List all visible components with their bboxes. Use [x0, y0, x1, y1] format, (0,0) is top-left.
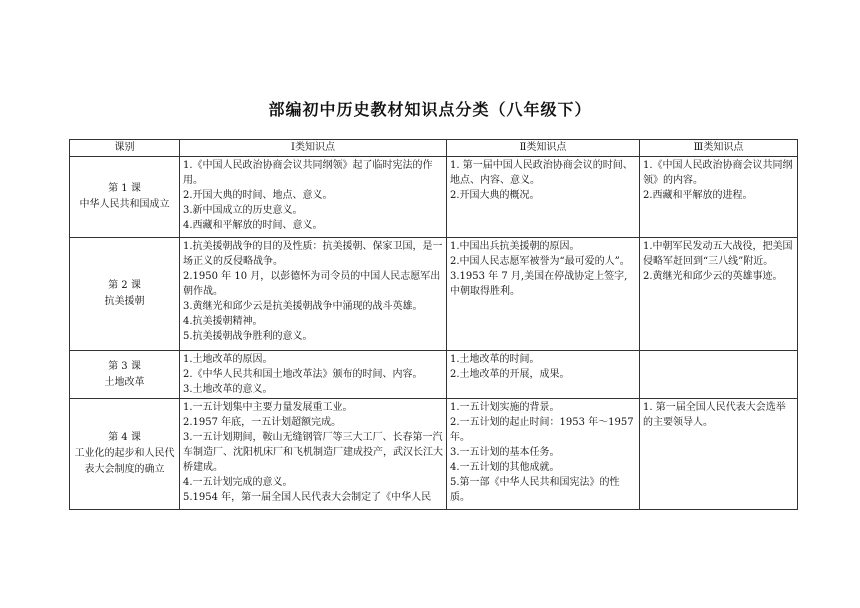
list-item: 5.抗美援朝战争胜利的意义。: [183, 331, 313, 342]
lesson-title: 土地改革: [104, 376, 145, 388]
class-3-cell: [640, 399, 798, 510]
list-item: 2.土地改革的开展，成果。: [450, 369, 570, 380]
class-1-cell: [180, 351, 447, 399]
list-item: 2.《中华人民共和国土地改革法》颁布的时间、内容。: [183, 369, 423, 380]
list-item: 2.1957 年底，一五计划超额完成。: [183, 417, 342, 428]
lesson-number: 第 3 课: [108, 360, 141, 372]
list-item: 3.1953 年 7 月,美国在停战协定上签字,中朝取得胜利。: [450, 271, 628, 297]
table-row: [70, 238, 798, 351]
lesson-number: 第 4 课: [108, 432, 141, 443]
list-item: 3.一五计划期间，鞍山无缝钢管厂等三大工厂、长春第一汽车制造厂、沈阳机床厂和飞机制造厂建成投产，武汉长江大桥建成。: [183, 432, 443, 473]
list-item: 3.新中国成立的历史意义。: [183, 205, 303, 216]
list-item: 5.1954 年，第一届全国人民代表大会制定了《中华人民: [183, 492, 432, 503]
header-class-3: Ⅲ类知识点: [640, 140, 798, 157]
list-item: 1.中朝军民发动五大战役，把美国侵略军赶回到“三八线”附近。: [643, 241, 793, 267]
class-1-cell: [180, 399, 447, 510]
knowledge-table: [69, 139, 798, 510]
list-item: 2.一五计划的起止时间：1953 年～1957 年。: [450, 417, 634, 443]
list-item: 2.西藏和平解放的进程。: [643, 190, 753, 201]
list-item: 1.土地改革的时间。: [450, 354, 540, 365]
table-row: [70, 399, 798, 510]
lesson-title: 中华人民共和国成立: [79, 199, 170, 210]
class-1-cell: [180, 238, 447, 351]
lesson-cell: [70, 399, 180, 510]
class-2-cell: [447, 399, 640, 510]
list-item: 5.第一部《中华人民共和国宪法》的性质。: [450, 477, 620, 503]
list-item: 2.1950 年 10 月，以彭德怀为司令员的中国人民志愿军出朝作战。: [183, 271, 441, 297]
list-item: 3.土地改革的意义。: [183, 384, 273, 395]
header-class-2: Ⅱ类知识点: [447, 140, 640, 157]
lesson-cell: [70, 238, 180, 351]
list-item: 1.《中国人民政治协商会议共同纲领》的内容。: [643, 160, 793, 186]
list-item: 1.《中国人民政治协商会议共同纲领》起了临时宪法的作用。: [183, 160, 433, 186]
list-item: 1.土地改革的原因。: [183, 354, 273, 365]
page-title: 部编初中历史教材知识点分类（八年级下）: [268, 100, 592, 119]
list-item: 1.抗美援朝战争的目的及性质：抗美援朝、保家卫国，是一场正义的反侵略战争。: [183, 241, 443, 267]
list-item: 1. 第一届全国人民代表大会选举的主要领导人。: [643, 402, 786, 428]
header-class-1: Ⅰ类知识点: [180, 140, 447, 157]
list-item: 4.抗美援朝精神。: [183, 316, 263, 327]
list-item: 3.黄继光和邱少云是抗美援朝战争中涌现的战斗英雄。: [183, 301, 423, 312]
class-2-cell: [447, 351, 640, 399]
table-header-row: [70, 140, 798, 157]
lesson-cell: [70, 351, 180, 399]
list-item: 2.开国大典的概况。: [450, 190, 540, 201]
class-3-cell: [640, 157, 798, 238]
lesson-title: 工业化的起步和人民代表大会制度的确立: [74, 448, 175, 475]
table-row: [70, 351, 798, 399]
list-item: 2.开国大典的时间、地点、意义。: [183, 190, 333, 201]
class-2-cell: [447, 238, 640, 351]
list-item: 4.西藏和平解放的时间、意义。: [183, 220, 323, 231]
list-item: 1.中国出兵抗美援朝的原因。: [450, 241, 580, 252]
list-item: 1. 第一届中国人民政治协商会议的时间、地点、内容、意义。: [450, 160, 633, 186]
class-3-cell: [640, 238, 798, 351]
header-lesson: 课别: [70, 140, 180, 157]
list-item: 2.黄继光和邱少云的英雄事迹。: [643, 271, 783, 282]
list-item: 2.中国人民志愿军被誉为“最可爱的人”。: [450, 256, 630, 267]
class-1-cell: [180, 157, 447, 238]
list-item: 1.一五计划集中主要力量发展重工业。: [183, 402, 353, 413]
lesson-cell: [70, 157, 180, 238]
lesson-number: 第 2 课: [108, 280, 141, 291]
list-item: 4.一五计划完成的意义。: [183, 477, 293, 488]
list-item: 4.一五计划的其他成就。: [450, 462, 560, 473]
table-row: [70, 157, 798, 238]
class-2-cell: [447, 157, 640, 238]
list-item: 1.一五计划实施的背景。: [450, 402, 560, 413]
lesson-number: 第 1 课: [108, 183, 141, 194]
class-3-cell: [640, 351, 798, 399]
lesson-title: 抗美援朝: [104, 296, 145, 307]
list-item: 3.一五计划的基本任务。: [450, 447, 560, 458]
